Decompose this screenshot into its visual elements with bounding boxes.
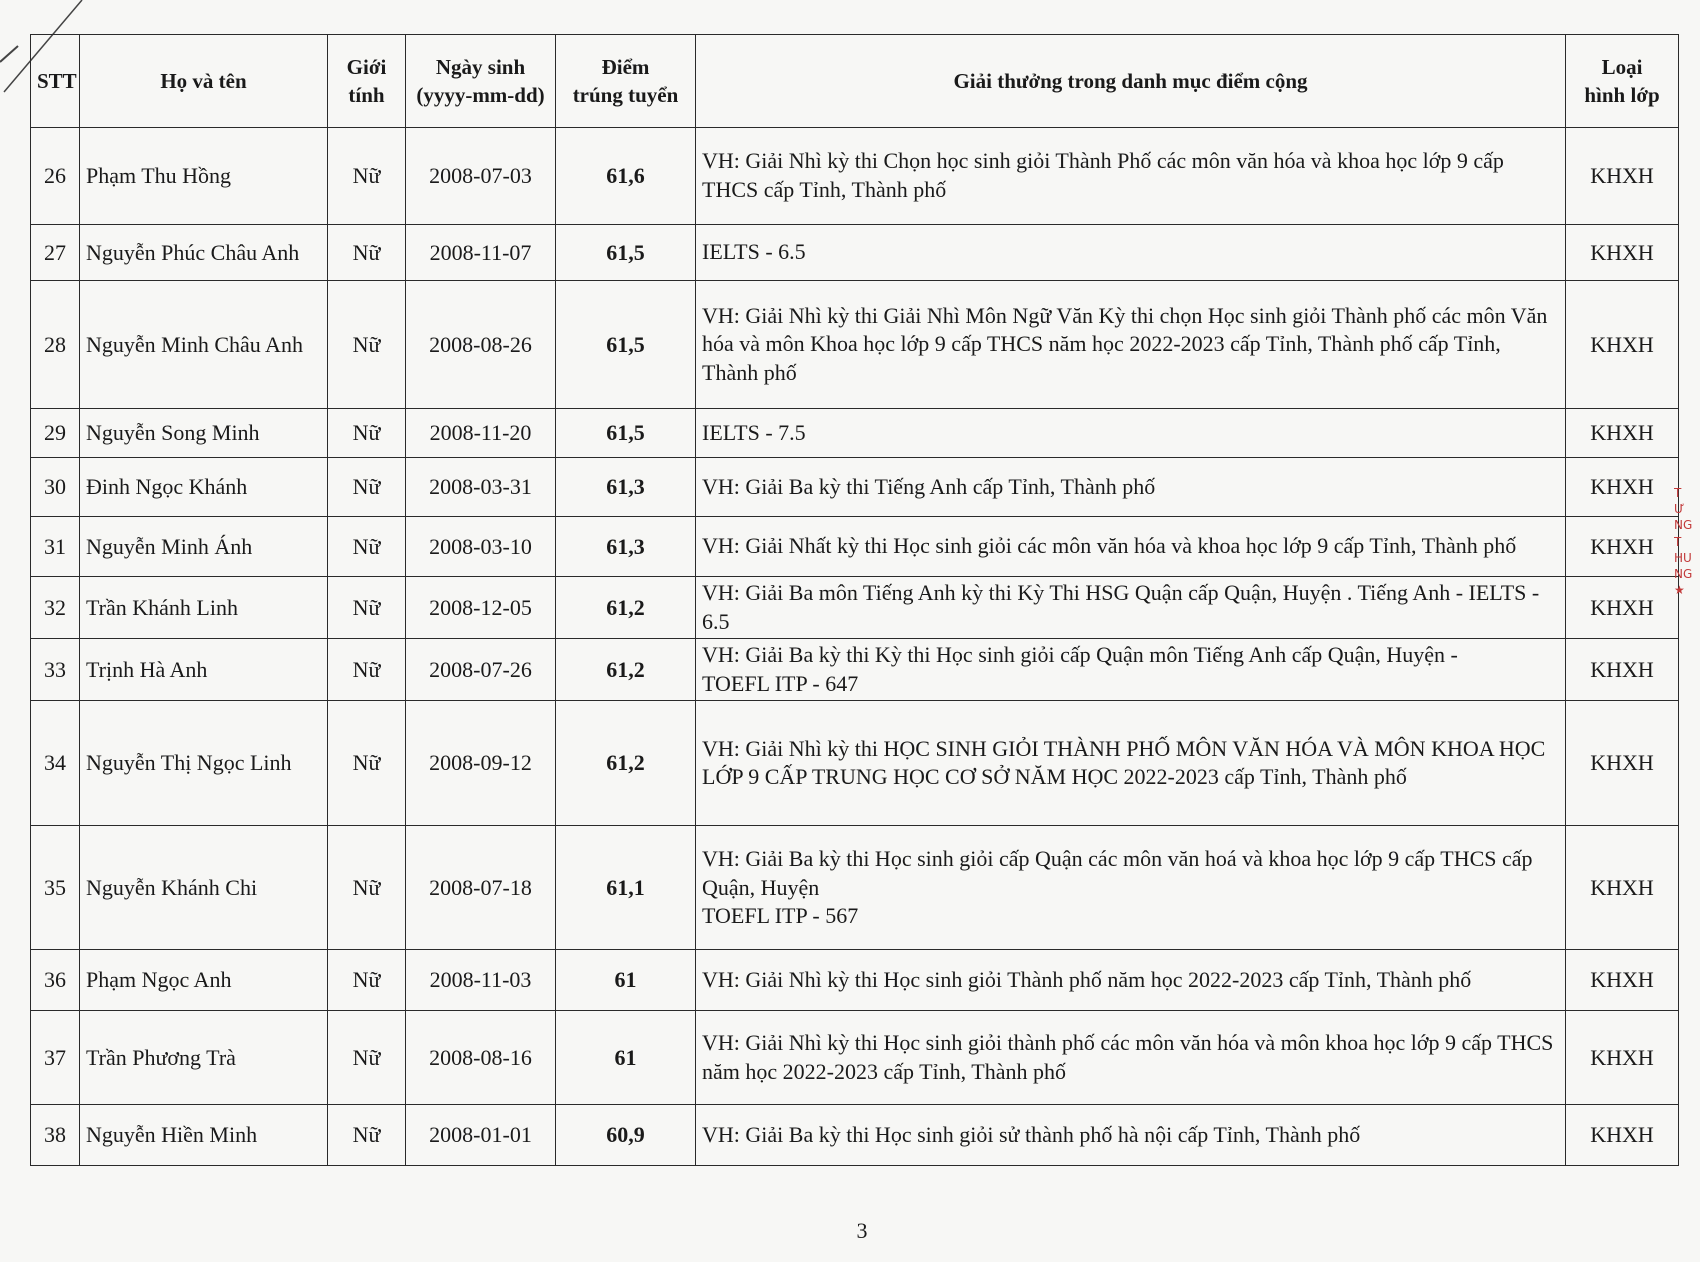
cell-award <box>696 1105 1566 1166</box>
cell-award <box>696 1011 1566 1105</box>
cell-dob: 2008-07-18 <box>406 826 556 950</box>
award-line: IELTS - 6.5 <box>702 239 806 265</box>
cell-award <box>696 826 1566 950</box>
cell-score: 61,2 <box>556 701 696 826</box>
cell-score: 61 <box>556 950 696 1011</box>
cell-sex: Nữ <box>328 128 406 225</box>
award-line: TOEFL ITP - 647 <box>702 670 859 696</box>
cell-award <box>696 458 1566 517</box>
cell-class-type: KHXH <box>1566 1105 1679 1166</box>
table-row <box>31 281 1679 409</box>
cell-class-type: KHXH <box>1566 577 1679 639</box>
cell-sex: Nữ <box>328 458 406 517</box>
cell-class-type: KHXH <box>1566 517 1679 577</box>
cell-score: 61,3 <box>556 458 696 517</box>
cell-name: Phạm Thu Hồng <box>80 128 328 225</box>
cell-stt: 34 <box>31 701 80 826</box>
cell-award <box>696 409 1566 458</box>
cell-dob: 2008-07-26 <box>406 639 556 701</box>
cell-score: 61,5 <box>556 225 696 281</box>
cell-class-type: KHXH <box>1566 950 1679 1011</box>
award-line: VH: Giải Nhì kỳ thi Chọn học sinh giỏi Thành Phố các môn văn hóa và khoa học lớp 9 cấp THCS cấp Tỉnh, Thành phố <box>702 148 1504 202</box>
stamp-text-fragment: HU <box>1674 550 1692 565</box>
cell-award <box>696 577 1566 639</box>
award-line: IELTS - 7.5 <box>702 419 806 445</box>
cell-score: 61,1 <box>556 826 696 950</box>
cell-sex: Nữ <box>328 826 406 950</box>
header-score <box>556 35 696 128</box>
cell-award <box>696 128 1566 225</box>
cell-dob: 2008-01-01 <box>406 1105 556 1166</box>
cell-dob: 2008-11-03 <box>406 950 556 1011</box>
cell-score: 61,2 <box>556 639 696 701</box>
cell-name: Trần Phương Trà <box>80 1011 328 1105</box>
cell-class-type: KHXH <box>1566 128 1679 225</box>
cell-name: Nguyễn Phúc Châu Anh <box>80 225 328 281</box>
cell-name: Nguyễn Khánh Chi <box>80 826 328 950</box>
cell-sex: Nữ <box>328 577 406 639</box>
cell-award <box>696 281 1566 409</box>
cell-sex: Nữ <box>328 639 406 701</box>
cell-stt: 32 <box>31 577 80 639</box>
cell-stt: 28 <box>31 281 80 409</box>
cell-score: 61,6 <box>556 128 696 225</box>
stamp-text-fragment: ★ <box>1674 583 1685 598</box>
red-stamp-fragment <box>1674 485 1700 685</box>
cell-name: Nguyễn Thị Ngọc Linh <box>80 701 328 826</box>
header-type <box>1566 35 1679 128</box>
header-sex <box>328 35 406 128</box>
cell-dob: 2008-08-26 <box>406 281 556 409</box>
page-number: 3 <box>856 1218 868 1243</box>
award-line: VH: Giải Ba môn Tiếng Anh kỳ thi Kỳ Thi HSG Quận cấp Quận, Huyện . Tiếng Anh - IELTS - 6.5 <box>702 580 1540 634</box>
cell-class-type: KHXH <box>1566 409 1679 458</box>
cell-sex: Nữ <box>328 517 406 577</box>
stamp-text-fragment: T <box>1674 534 1682 549</box>
cell-award <box>696 950 1566 1011</box>
header-type-line2: hình lớp <box>1584 83 1660 107</box>
header-dob-line2: (yyyy-mm-dd) <box>416 83 545 107</box>
cell-class-type: KHXH <box>1566 639 1679 701</box>
award-line: VH: Giải Ba kỳ thi Tiếng Anh cấp Tỉnh, Thành phố <box>702 473 1156 499</box>
cell-dob: 2008-11-20 <box>406 409 556 458</box>
award-line: VH: Giải Nhì kỳ thi HỌC SINH GIỎI THÀNH PHỐ MÔN VĂN HÓA VÀ MÔN KHOA HỌC LỚP 9 CẤP TRUNG HỌC CƠ SỞ NĂM HỌC 2022-2023 cấp Tỉnh, Thành phố <box>702 735 1546 790</box>
cell-stt: 33 <box>31 639 80 701</box>
cell-dob: 2008-03-10 <box>406 517 556 577</box>
table-row <box>31 1011 1679 1105</box>
cell-sex: Nữ <box>328 225 406 281</box>
cell-name: Trịnh Hà Anh <box>80 639 328 701</box>
cell-dob: 2008-11-07 <box>406 225 556 281</box>
table-body <box>31 128 1679 1166</box>
table-row <box>31 409 1679 458</box>
header-name: Họ và tên <box>80 35 328 128</box>
cell-score: 61,2 <box>556 577 696 639</box>
cell-name: Đinh Ngọc Khánh <box>80 458 328 517</box>
header-dob <box>406 35 556 128</box>
stamp-text-fragment: NG <box>1674 566 1693 581</box>
cell-stt: 38 <box>31 1105 80 1166</box>
header-sex-line2: tính <box>348 83 385 107</box>
award-line: TOEFL ITP - 567 <box>702 903 859 929</box>
cell-award <box>696 639 1566 701</box>
table-row <box>31 128 1679 225</box>
header-score-line1: Điểm <box>601 54 650 79</box>
cell-stt: 31 <box>31 517 80 577</box>
header-score-line2: trúng tuyển <box>572 83 679 107</box>
cell-name: Nguyễn Hiền Minh <box>80 1105 328 1166</box>
table-header-row <box>31 35 1679 128</box>
cell-sex: Nữ <box>328 701 406 826</box>
cell-award <box>696 225 1566 281</box>
header-stt: STT <box>31 35 80 128</box>
cell-stt: 26 <box>31 128 80 225</box>
cell-score: 61,5 <box>556 409 696 458</box>
cell-sex: Nữ <box>328 1011 406 1105</box>
cell-class-type: KHXH <box>1566 458 1679 517</box>
header-dob-line1: Ngày sinh <box>435 54 526 79</box>
award-line: VH: Giải Ba kỳ thi Học sinh giỏi cấp Quận các môn văn hoá và khoa học lớp 9 cấp THCS cấp Quận, Huyện <box>702 845 1533 900</box>
cell-stt: 35 <box>31 826 80 950</box>
stamp-text-fragment: T <box>1674 486 1682 500</box>
cell-dob: 2008-09-12 <box>406 701 556 826</box>
cell-class-type: KHXH <box>1566 281 1679 409</box>
cell-stt: 29 <box>31 409 80 458</box>
cell-stt: 37 <box>31 1011 80 1105</box>
cell-award <box>696 517 1566 577</box>
stamp-text-fragment: NG <box>1674 518 1693 533</box>
header-award: Giải thưởng trong danh mục điểm cộng <box>696 35 1566 128</box>
award-line: VH: Giải Nhì kỳ thi Giải Nhì Môn Ngữ Văn Kỳ thi chọn Học sinh giỏi Thành phố các môn Văn hóa và môn Khoa học lớp 9 cấp THCS năm học 2022-2023 cấp Tỉnh, Thành phố cấp Tỉnh, Thành phố <box>702 302 1548 385</box>
header-type-line1: Loại <box>1601 54 1643 79</box>
table-row <box>31 577 1679 639</box>
cell-score: 61,3 <box>556 517 696 577</box>
award-line: VH: Giải Nhì kỳ thi Học sinh giỏi Thành phố năm học 2022-2023 cấp Tỉnh, Thành phố <box>702 967 1472 993</box>
cell-stt: 30 <box>31 458 80 517</box>
table-row <box>31 950 1679 1011</box>
table-row <box>31 1105 1679 1166</box>
cell-sex: Nữ <box>328 1105 406 1166</box>
table-row <box>31 826 1679 950</box>
cell-class-type: KHXH <box>1566 701 1679 826</box>
cell-sex: Nữ <box>328 950 406 1011</box>
table-row <box>31 639 1679 701</box>
cell-class-type: KHXH <box>1566 225 1679 281</box>
cell-score: 61 <box>556 1011 696 1105</box>
cell-dob: 2008-07-03 <box>406 128 556 225</box>
cell-stt: 27 <box>31 225 80 281</box>
cell-dob: 2008-12-05 <box>406 577 556 639</box>
award-line: VH: Giải Ba kỳ thi Kỳ thi Học sinh giỏi cấp Quận môn Tiếng Anh cấp Quận, Huyện - <box>702 642 1458 668</box>
table-row <box>31 701 1679 826</box>
table-row <box>31 458 1679 517</box>
cell-name: Nguyễn Minh Ánh <box>80 517 328 577</box>
cell-score: 60,9 <box>556 1105 696 1166</box>
cell-name: Phạm Ngọc Anh <box>80 950 328 1011</box>
award-line: VH: Giải Nhì kỳ thi Học sinh giỏi thành phố các môn văn hóa và môn khoa học lớp 9 cấp THCS năm học 2022-2023 cấp Tỉnh, Thành phố <box>702 1030 1554 1084</box>
cell-award <box>696 701 1566 826</box>
award-line: VH: Giải Ba kỳ thi Học sinh giỏi sử thành phố hà nội cấp Tỉnh, Thành phố <box>702 1122 1361 1148</box>
stamp-text-fragment: Ư <box>1674 502 1685 517</box>
cell-stt: 36 <box>31 950 80 1011</box>
award-line: VH: Giải Nhất kỳ thi Học sinh giỏi các môn văn hóa và khoa học lớp 9 cấp Tỉnh, Thành phố <box>702 533 1517 559</box>
cell-class-type: KHXH <box>1566 1011 1679 1105</box>
header-sex-line1: Giới <box>346 54 387 79</box>
cell-sex: Nữ <box>328 281 406 409</box>
cell-name: Nguyễn Minh Châu Anh <box>80 281 328 409</box>
cell-name: Nguyễn Song Minh <box>80 409 328 458</box>
admission-results-table <box>30 34 1679 1166</box>
cell-sex: Nữ <box>328 409 406 458</box>
cell-dob: 2008-03-31 <box>406 458 556 517</box>
table-row <box>31 225 1679 281</box>
cell-score: 61,5 <box>556 281 696 409</box>
table-row <box>31 517 1679 577</box>
cell-class-type: KHXH <box>1566 826 1679 950</box>
cell-name: Trần Khánh Linh <box>80 577 328 639</box>
cell-dob: 2008-08-16 <box>406 1011 556 1105</box>
